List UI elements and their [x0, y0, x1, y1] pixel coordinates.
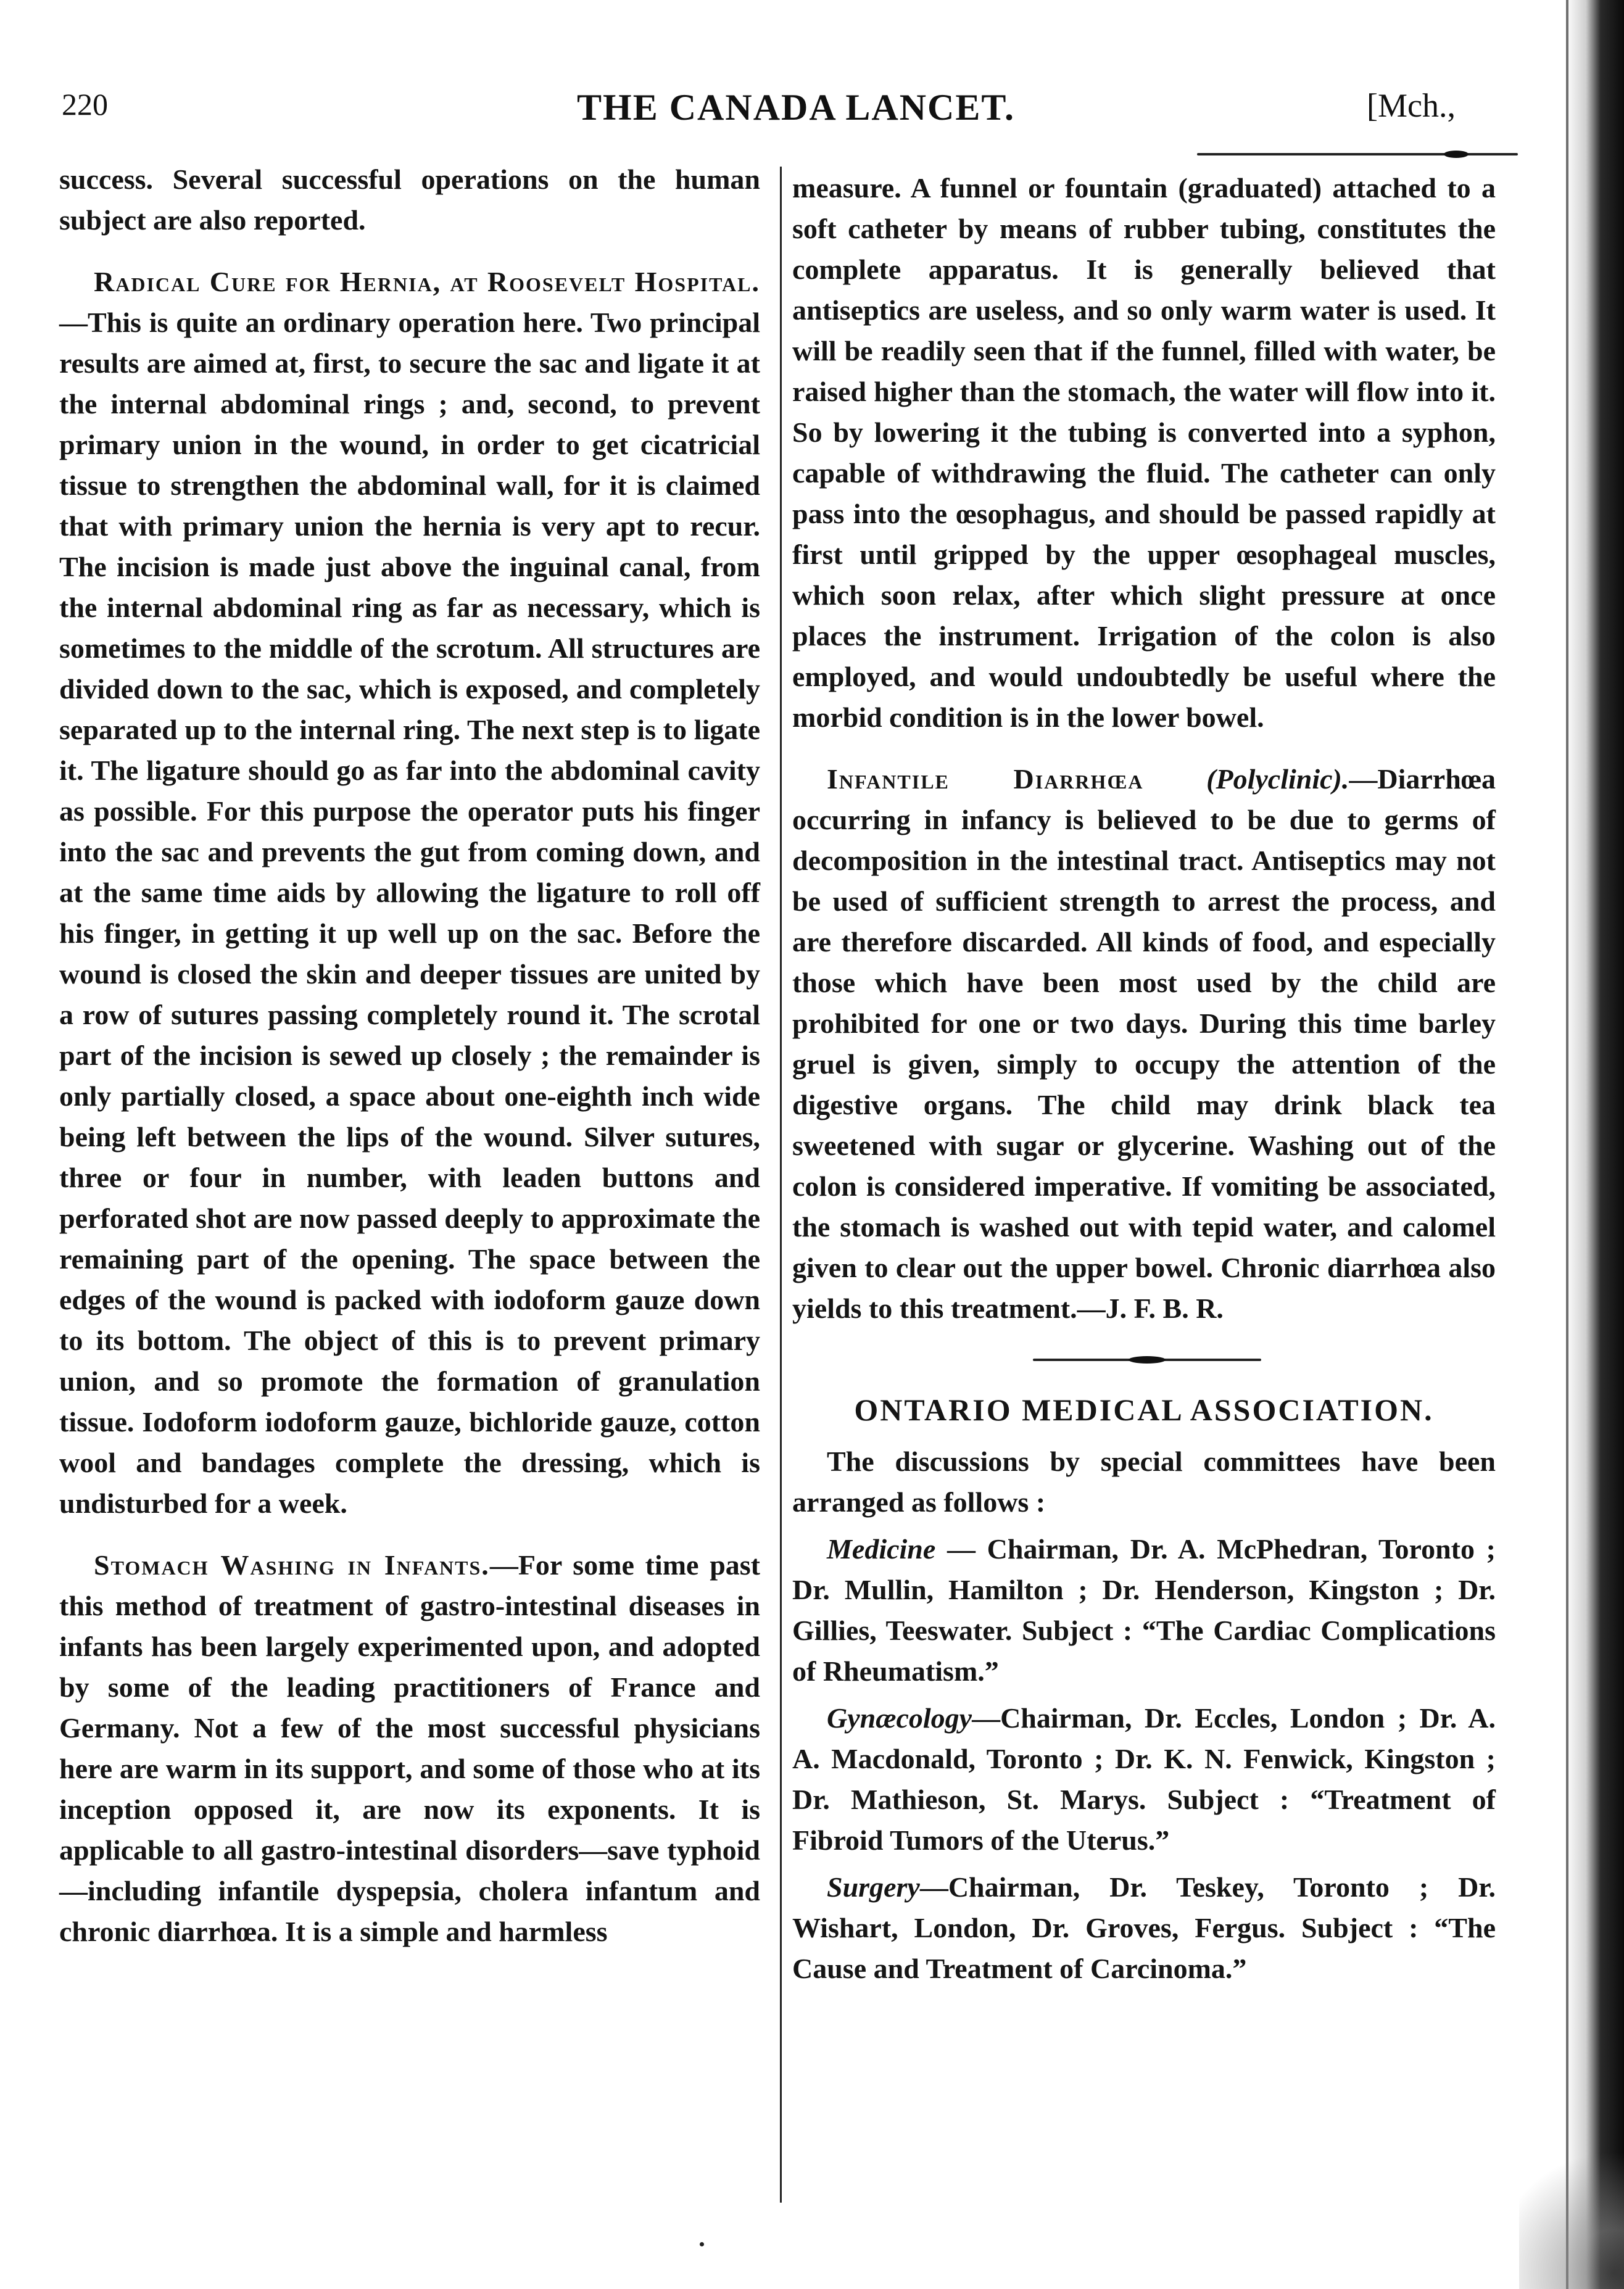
committee-name: Gynæcology: [827, 1702, 972, 1734]
header-rule-ornament: [1444, 151, 1469, 158]
running-title: THE CANADA LANCET.: [577, 87, 1015, 128]
section-separator: [792, 1341, 1496, 1378]
separator-ornament: [1129, 1356, 1166, 1364]
committee-details: — Chairman, Dr. A. McPhedran, Toronto ; Dr. Mullin, Hamilton ; Dr. Henderson, Kingston ; Dr. Gillies, Teeswater. Subject : “The Cardiac Complications of Rheumatism.”: [792, 1533, 1496, 1687]
hernia-article: [59, 262, 760, 1524]
association-heading: ONTARIO MEDICAL ASSOCIATION.: [854, 1393, 1434, 1427]
page-edge-line: [1566, 0, 1568, 2289]
continued-paragraph: success. Several successful operations on the human subject are also reported.: [59, 164, 760, 236]
left-column: [59, 159, 760, 1952]
stomach-washing-article: [59, 1545, 760, 1952]
hernia-article-body: —This is quite an ordinary operation here. Two principal results are aimed at, first, to secure the sac and ligate it at the internal abdominal rings ; and, second, to prevent primary union in the wound, in order to get cicatricial tissue to strengthen the abdominal wall, for it is claimed that with primary union the hernia is very apt to recur. The incision is made just above the inguinal canal, from the internal abdominal ring as far as necessary, which is sometimes to the middle of the scrotum. All structures are divided down to the sac, which is exposed, and completely separated up to the internal ring. The next step is to ligate it. The ligature should go as far into the abdominal cavity as possible. For this purpose the operator puts his finger into the sac and prevents the gut from coming down, and at the same time aids by allowing the ligature to roll off his finger, in getting it up well up on the sac. Before the wound is closed the skin and deeper tissues are united by a row of sutures passing completely round it. The scrotal part of the incision is sewed up closely ; the remainder is only partially closed, a space about one-eighth inch wide being left between the lips of the wound. Silver sutures, three or four in number, with leaden buttons and perforated shot are now passed deeply to approximate the remaining part of the opening. The space between the edges of the wound is packed with iodoform gauze down to its bottom. The object of this is to prevent primary union, and so promote the formation of granulation tissue. Iodoform iodoform gauze, bichloride gauze, cotton wool and bandages complete the dressing, which is undisturbed for a week.: [59, 307, 760, 1519]
association-intro: The discussions by special committees have been arranged as follows :: [792, 1446, 1496, 1518]
stomach-washing-continued: measure. A funnel or fountain (graduated) attached to a soft catheter by means of rubber tubing, constitutes the complete apparatus. It is generally believed that antiseptics are useless, and so only warm water is used. It will be readily seen that if the funnel, filled with water, be raised higher than the stomach, the water will flow into it. So by lowering it the tubing is converted into a syphon, capable of withdrawing the fluid. The catheter can only pass into the œsophagus, and should be passed rapidly at first until gripped by the upper œsophageal muscles, which soon relax, after which slight pressure at once places the instrument. Irrigation of the colon is also employed, and would undoubtedly be useful where the morbid condition is in the lower bowel.: [792, 172, 1496, 733]
committee-gynaecology: [792, 1698, 1496, 1861]
stomach-washing-title: Stomach Washing in Infants.: [94, 1549, 490, 1581]
column-divider: [780, 167, 782, 2203]
right-column: [792, 168, 1496, 1989]
committee-name: Medicine: [827, 1533, 936, 1565]
header-rule: [1197, 153, 1518, 155]
committee-details: —Chairman, Dr. Eccles, London ; Dr. A. A. Macdonald, Toronto ; Dr. K. N. Fenwick, Kingston ; Dr. Mathieson, St. Marys. Subject : “Treatment of Fibroid Tumors of the Uterus.”: [792, 1702, 1496, 1856]
ink-speck: [700, 2242, 704, 2246]
infantile-diarrhoea-source: (Polyclinic).: [1206, 763, 1349, 795]
scan-corner-noise: [1519, 2129, 1624, 2289]
committee-details: —Chairman, Dr. Teskey, Toronto ; Dr. Wishart, London, Dr. Groves, Fergus. Subject : “The Cause and Treatment of Carcinoma.”: [792, 1871, 1496, 1984]
committee-surgery: [792, 1867, 1496, 1989]
infantile-diarrhoea-article: [792, 759, 1496, 1329]
page-number: 220: [62, 87, 108, 122]
committee-name: Surgery: [827, 1871, 920, 1903]
hernia-article-title: Radical Cure for Hernia, at Roosevelt Hospital.: [94, 266, 760, 297]
committee-medicine: [792, 1529, 1496, 1692]
infantile-diarrhoea-body: —Diarrhœa occurring in infancy is believed to be due to germs of decomposition in the intestinal tract. Antiseptics may not be used of sufficient strength to arrest the process, and are therefore discarded. All kinds of food, and especially those which have been most used by the child are prohibited for one or two days. During this time barley gruel is given, simply to occupy the attention of the digestive organs. The child may drink black tea sweetened with sugar or glycerine. Washing out of the colon is considered imperative. If vomiting be associated, the stomach is washed out with tepid water, and calomel given to clear out the upper bowel. Chronic diarrhœa also yields to this treatment.—J. F. B. R.: [792, 763, 1496, 1324]
stomach-washing-body: —For some time past this method of treatment of gastro-intestinal diseases in infants has been largely experimented upon, and adopted by some of the leading practitioners of France and Germany. Not a few of the most successful physicians here are warm in its support, and some of those who at its inception opposed it, are now its exponents. It is applicable to all gastro-intestinal disorders—save typhoid—including infantile dyspepsia, cholera infantum and chronic diarrhœa. It is a simple and harmless: [59, 1549, 760, 1947]
issue-month: [Mch.,: [1367, 87, 1456, 124]
book-gutter-shadow: [1565, 0, 1624, 2289]
infantile-diarrhoea-title: Infantile Diarrhœa: [827, 763, 1144, 795]
